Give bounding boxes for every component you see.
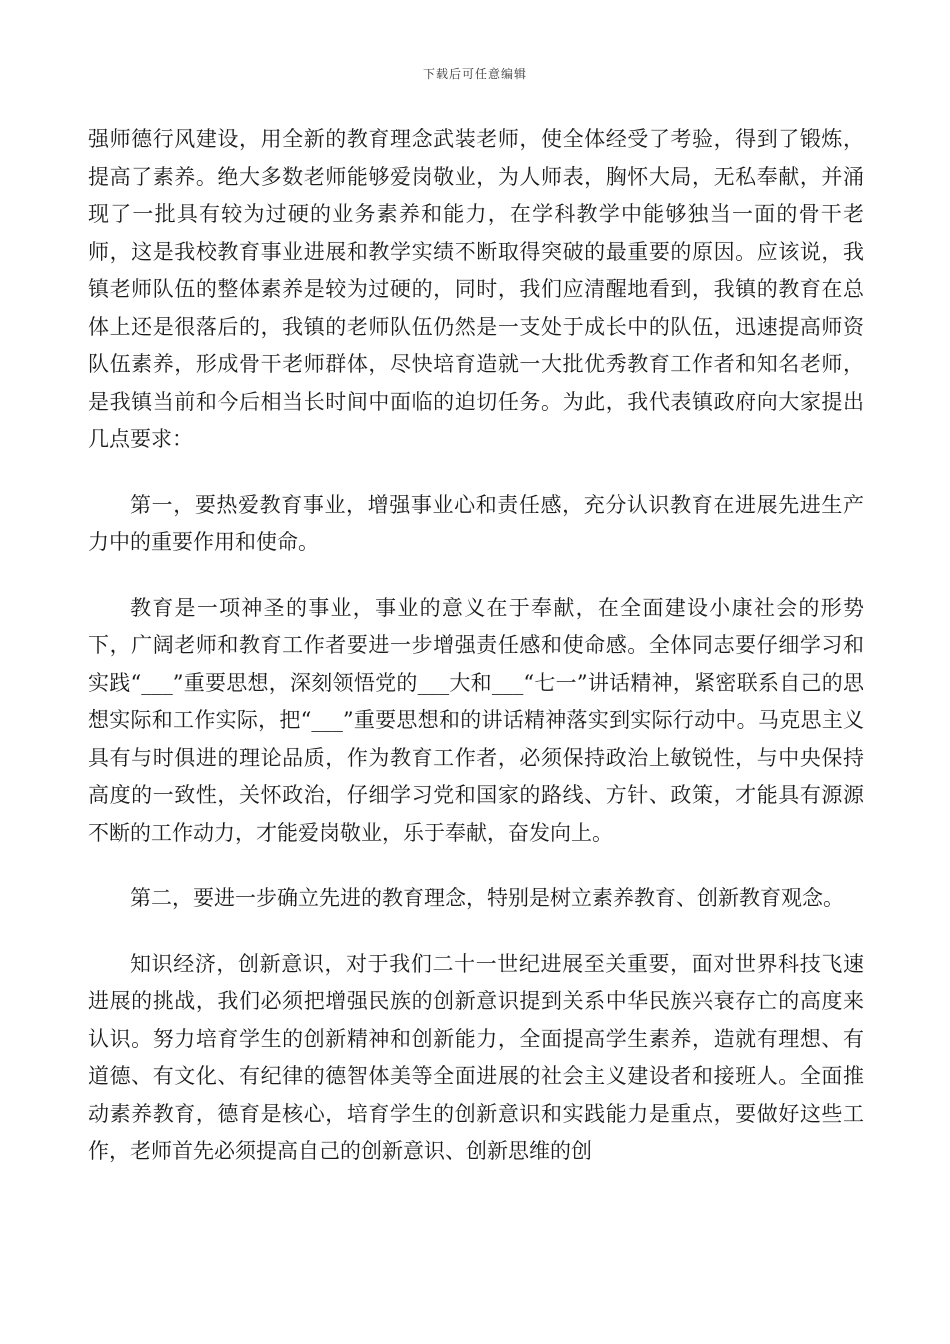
paragraph-1: 强师德行风建设，用全新的教育理念武装老师，使全体经受了考验，得到了锻炼，提高了素养。绝大多数老师能够爱岗敬业，为人师表，胸怀大局，无私奉献，并涌现了一批具有较为过硬的业务素养和能力，在学科教学中能够独当一面的骨干老师，这是我校教育事业进展和教学实绩不断取得突破的最重要的原因。应该说，我镇老师队伍的整体素养是较为过硬的，同时，我们应清醒地看到，我镇的教育在总体上还是很落后的，我镇的老师队伍仍然是一支处于成长中的队伍，迅速提高师资队伍素养，形成骨干老师群体，尽快培育造就一大批优秀教育工作者和知名老师，是我镇当前和今后相当长时间中面临的迫切任务。为此，我代表镇政府向大家提出几点要求：	[88, 127, 864, 451]
paragraph-5: 知识经济，创新意识，对于我们二十一世纪进展至关重要，面对世界科技飞速进展的挑战，我们必须把增强民族的创新意识提到关系中华民族兴衰存亡的高度来认识。努力培育学生的创新精神和创新能力，全面提高学生素养，造就有理想、有道德、有文化、有纪律的德智体美等全面进展的社会主义建设者和接班人。全面推动素养教育，德育是核心，培育学生的创新意识和实践能力是重点，要做好这些工作，老师首先必须提高自己的创新意识、创新思维的创	[88, 951, 864, 1163]
paragraph-4: 第二，要进一步确立先进的教育理念，特别是树立素养教育、创新教育观念。	[130, 886, 844, 910]
paragraph-3: 教育是一项神圣的事业，事业的意义在于奉献，在全面建设小康社会的形势下，广阔老师和教育工作者要进一步增强责任感和使命感。全体同志要仔细学习和实践“___”重要思想，深刻领悟党的___大和___“七一”讲话精神，紧密联系自己的思想实际和工作实际，把“___”重要思想和的讲话精神落实到实际行动中。马克思主义具有与时俱进的理论品质，作为教育工作者，必须保持政治上敏锐性，与中央保持高度的一致性，关怀政治，仔细学习党和国家的路线、方针、政策，才能具有源源不断的工作动力，才能爱岗敬业，乐于奉献，奋发向上。	[88, 595, 864, 845]
paragraph-2: 第一，要热爱教育事业，增强事业心和责任感，充分认识教育在进展先进生产力中的重要作用和使命。	[88, 492, 864, 554]
page-header-note: 下载后可任意编辑	[422, 67, 527, 81]
document-body	[88, 121, 864, 1171]
